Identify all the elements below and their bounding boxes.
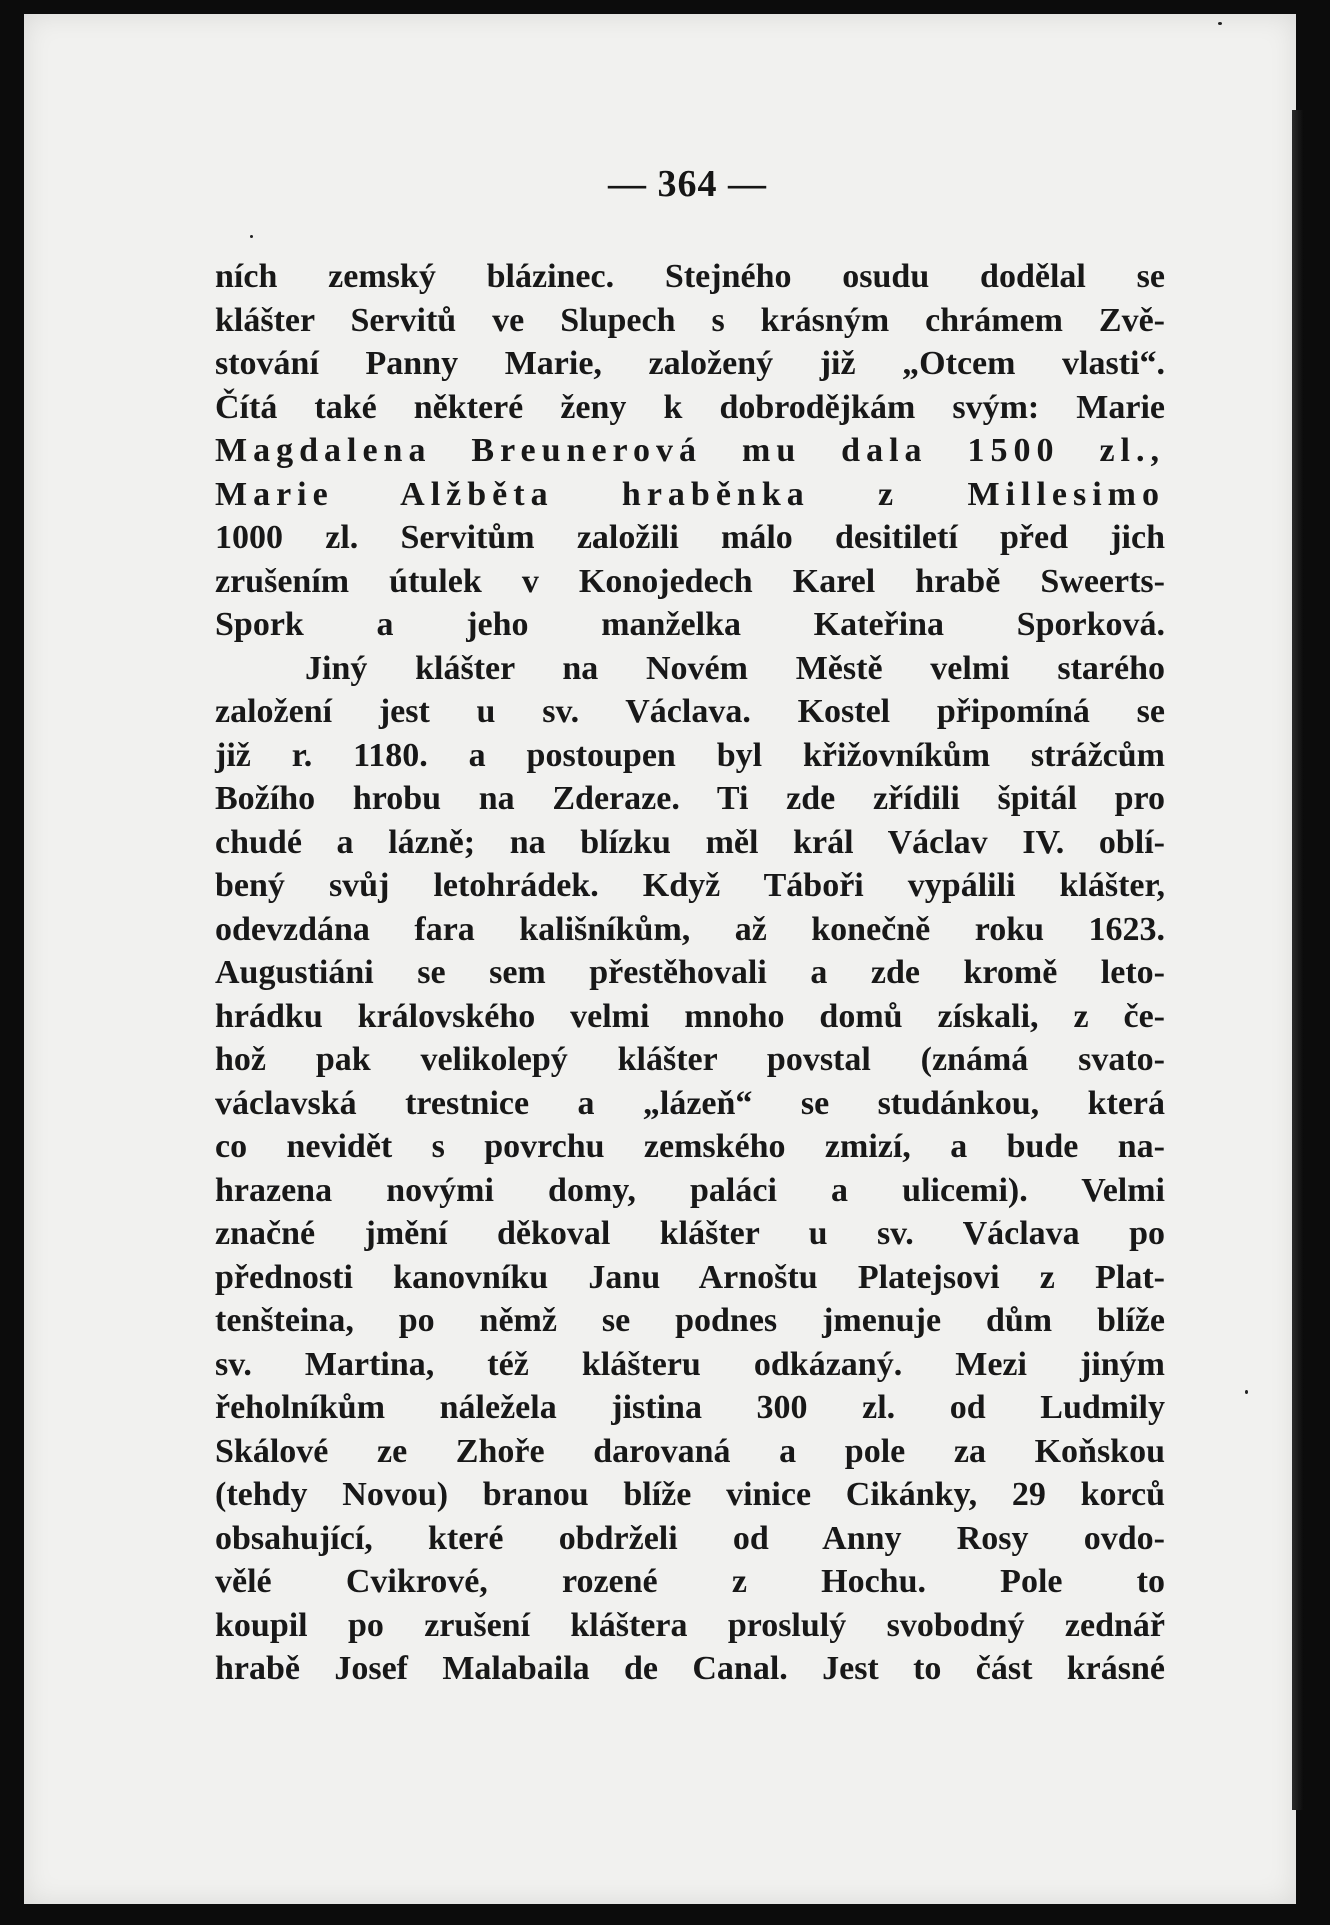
text-line: založení jest u sv. Václava. Kostel připomíná se bbox=[215, 693, 1165, 730]
body-text bbox=[215, 255, 1165, 1691]
text-line: hrádku královského velmi mnoho domů získali, z če- bbox=[215, 997, 1165, 1035]
text-line: zrušením útulek v Konojedech Karel hrabě Sweerts- bbox=[215, 562, 1165, 600]
page-edge bbox=[1292, 110, 1304, 1810]
text-line: Spork a jeho manželka Kateřina Sporková. bbox=[215, 606, 1165, 643]
text-line: hož pak velikolepý klášter povstal (známá svato- bbox=[215, 1041, 1165, 1078]
text-line: chudé a lázně; na blízku měl král Václav IV. oblí- bbox=[215, 823, 1165, 861]
text-line: Jiný klášter na Novém Městě velmi starého bbox=[305, 649, 1165, 687]
text-line: klášter Servitů ve Slupech s krásným chrámem Zvě- bbox=[215, 301, 1165, 339]
text-line: stování Panny Marie, založený již „Otcem vlasti“. bbox=[215, 345, 1165, 382]
text-line: odevzdána fara kališníkům, až konečně roku 1623. bbox=[215, 910, 1165, 948]
text-line: (tehdy Novou) branou blíže vinice Cikánky, 29 korců bbox=[215, 1476, 1165, 1513]
ink-speck bbox=[1218, 22, 1222, 25]
text-line: Marie Alžběta hraběnka z Millesimo bbox=[215, 475, 1165, 513]
text-line: Čítá také některé ženy k dobrodějkám svým: Marie bbox=[215, 388, 1165, 426]
text-line: obsahující, které obdrželi od Anny Rosy ovdo- bbox=[215, 1519, 1165, 1557]
text-line: vělé Cvikrové, rozené z Hochu. Pole to bbox=[215, 1563, 1165, 1600]
text-line: hrabě Josef Malabaila de Canal. Jest to část krásné bbox=[215, 1650, 1165, 1687]
ink-speck bbox=[1245, 1390, 1248, 1394]
text-line: václavská trestnice a „lázeň“ se studánkou, která bbox=[215, 1084, 1165, 1122]
text-line: značné jmění děkoval klášter u sv. Václava po bbox=[215, 1215, 1165, 1252]
ink-speck bbox=[250, 235, 253, 238]
text-line: co nevidět s povrchu zemského zmizí, a bude na- bbox=[215, 1128, 1165, 1165]
text-line: bený svůj letohrádek. Když Táboři vypálili klášter, bbox=[215, 867, 1165, 904]
text-line: již r. 1180. a postoupen byl křižovníkům strážcům bbox=[215, 736, 1165, 774]
text-line: Skálové ze Zhoře darovaná a pole za Koňskou bbox=[215, 1432, 1165, 1470]
page-number: — 364 — bbox=[608, 163, 767, 205]
text-line: Augustiáni se sem přestěhovali a zde kromě leto- bbox=[215, 954, 1165, 991]
text-line: ních zemský blázinec. Stejného osudu dodělal se bbox=[215, 258, 1165, 295]
text-line: řeholníkům náležela jistina 300 zl. od Ludmily bbox=[215, 1389, 1165, 1426]
text-line: hrazena novými domy, paláci a ulicemi). Velmi bbox=[215, 1171, 1165, 1209]
text-line: sv. Martina, též klášteru odkázaný. Mezi jiným bbox=[215, 1345, 1165, 1383]
text-line: přednosti kanovníku Janu Arnoštu Platejsovi z Plat- bbox=[215, 1258, 1165, 1296]
text-line: koupil po zrušení kláštera proslulý svobodný zednář bbox=[215, 1606, 1165, 1644]
text-line: Božího hrobu na Zderaze. Ti zde zřídili špitál pro bbox=[215, 780, 1165, 817]
text-line: 1000 zl. Servitům založili málo desitiletí před jich bbox=[215, 519, 1165, 556]
text-line: Magdalena Breunerová mu dala 1500 zl., bbox=[215, 432, 1165, 469]
text-line: tenšteina, po němž se podnes jmenuje dům blíže bbox=[215, 1302, 1165, 1339]
